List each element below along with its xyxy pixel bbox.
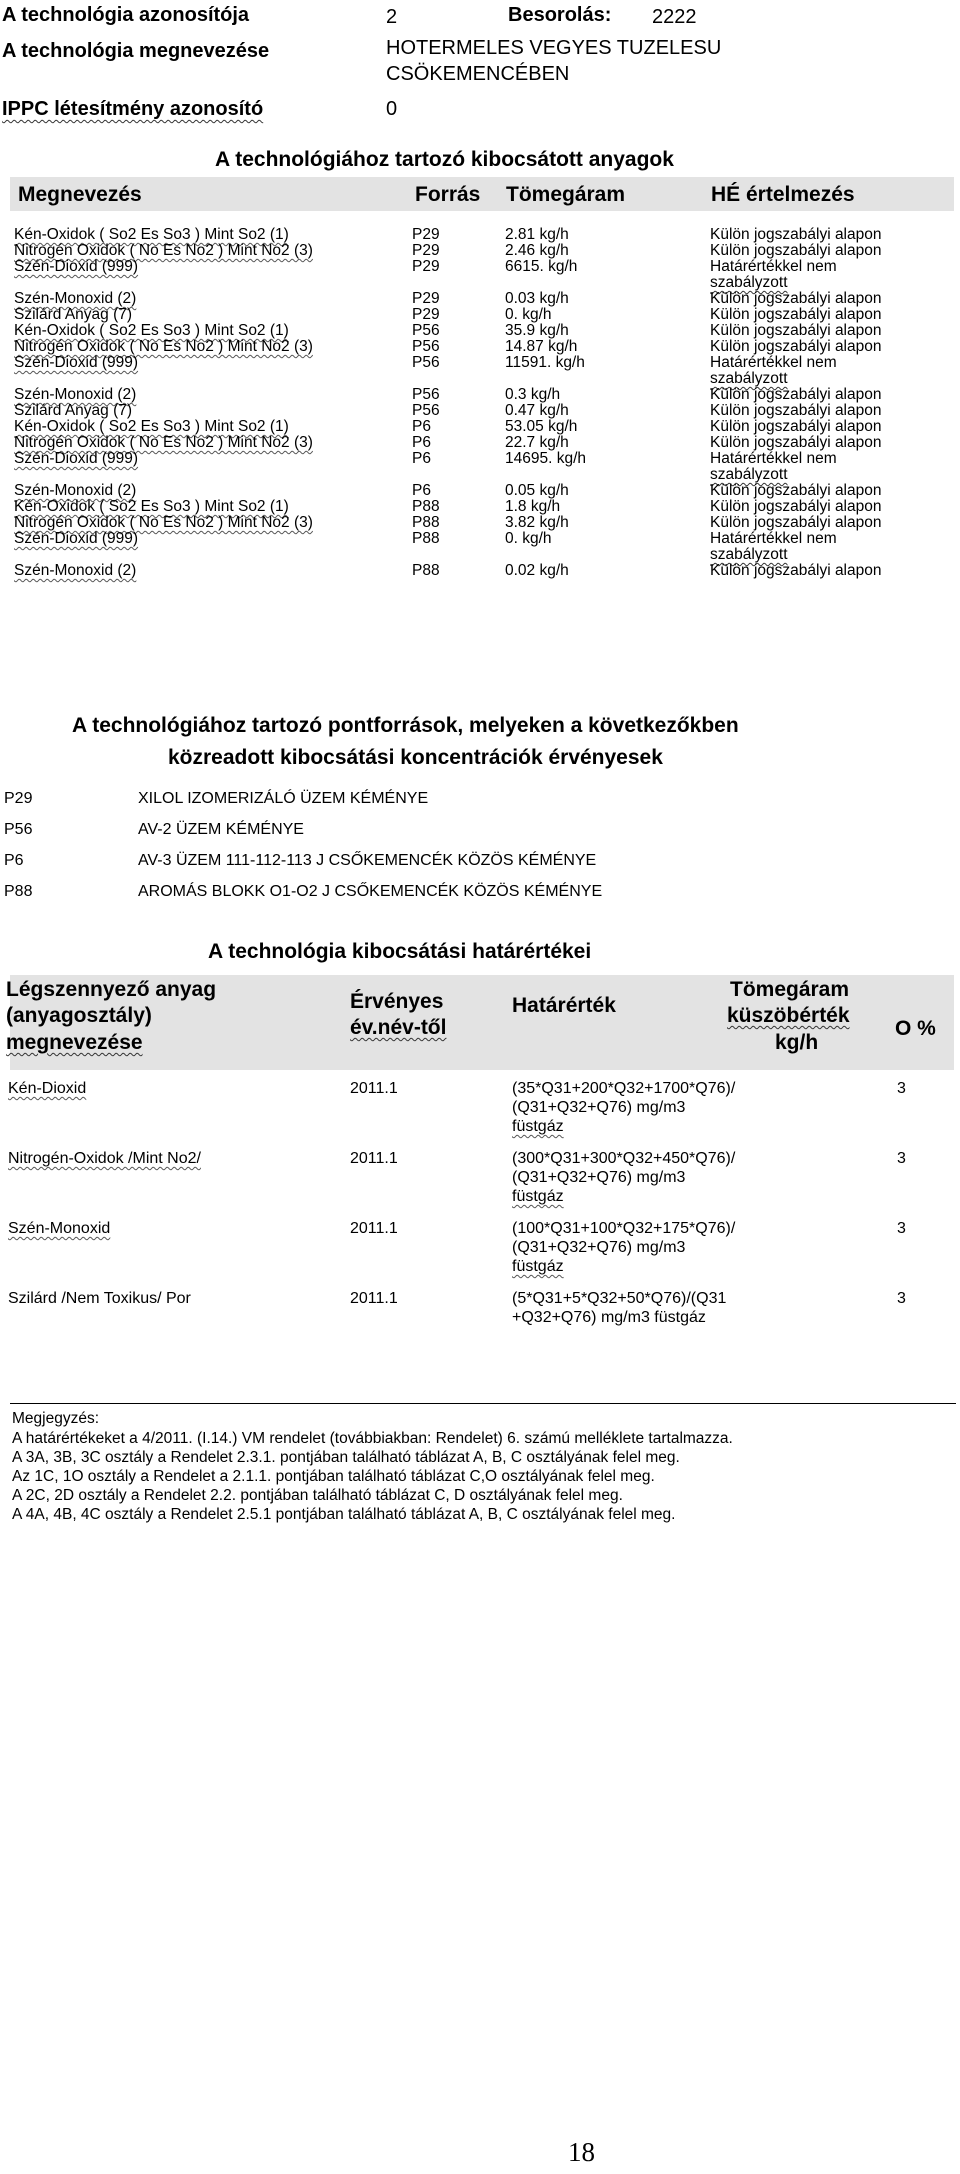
ippc-value: 0 xyxy=(386,98,398,120)
mass-flow: 0. kg/h xyxy=(505,530,552,547)
col-valid-1: Érvényes xyxy=(350,990,444,1013)
col-pollutant-3: megnevezése xyxy=(6,1031,143,1054)
pollutant-name: Szén-Dioxid (999) xyxy=(14,530,139,547)
limit-o2-percent: 3 xyxy=(897,1150,906,1167)
source-code: P29 xyxy=(412,258,440,275)
pollutant-name: Szén-Dioxid (999) xyxy=(14,450,139,467)
col-o2: O % xyxy=(895,1017,936,1040)
col-he-header: HÉ értelmezés xyxy=(711,183,855,206)
limit-interpretation: Határértékkel nem xyxy=(710,450,837,467)
limits-title: A technológia kibocsátási határértékei xyxy=(208,940,592,963)
col-valid-2: év.név-től xyxy=(350,1016,447,1039)
col-threshold-1: Tömegáram xyxy=(730,978,850,1001)
pollutant-name: Kén-Oxidok ( So2 Es So3 ) Mint So2 (1) xyxy=(14,322,289,339)
limit-interpretation: Külön jogszabályi alapon xyxy=(710,482,882,499)
pollutant-name: Szén-Dioxid (999) xyxy=(14,258,139,275)
limit-o2-percent: 3 xyxy=(897,1290,906,1307)
mass-flow: 22.7 kg/h xyxy=(505,434,569,451)
pollutant-name: Szén-Monoxid (2) xyxy=(14,562,137,579)
source-code: P88 xyxy=(412,530,440,547)
point-source-description: XILOL IZOMERIZÁLÓ ÜZEM KÉMÉNYE xyxy=(138,790,429,807)
source-code: P29 xyxy=(412,306,440,323)
pollutant-name: Nitrogén Oxidok ( No Es No2 ) Mint No2 (3) xyxy=(14,338,313,355)
source-code: P56 xyxy=(412,338,440,355)
col-name-header: Megnevezés xyxy=(18,183,142,206)
emissions-title: A technológiához tartozó kibocsátott anyagok xyxy=(215,148,674,171)
tech-id-label: A technológia azonosítója xyxy=(2,4,250,26)
limit-interpretation: Külön jogszabályi alapon xyxy=(710,514,882,531)
page-number: 18 xyxy=(568,2137,595,2167)
note-line: A 3A, 3B, 3C osztály a Rendelet 2.3.1. pontjában található táblázat A, B, C osztályának felel meg. xyxy=(12,1449,680,1466)
point-source-code: P6 xyxy=(4,852,24,869)
limit-valid-from: 2011.1 xyxy=(350,1220,398,1237)
pollutant-name: Szilárd Anyag (7) xyxy=(14,402,133,419)
ippc-label: IPPC létesítmény azonosító xyxy=(2,98,264,120)
limit-formula-2: (Q31+Q32+Q76) mg/m3 xyxy=(512,1169,686,1186)
limit-pollutant: Kén-Dioxid xyxy=(8,1080,87,1097)
class-label: Besorolás: xyxy=(508,4,612,26)
source-code: P29 xyxy=(412,226,440,243)
source-code: P56 xyxy=(412,354,440,371)
pollutant-name: Szén-Monoxid (2) xyxy=(14,290,137,307)
limit-valid-from: 2011.1 xyxy=(350,1080,398,1097)
limit-interpretation: Külön jogszabályi alapon xyxy=(710,226,882,243)
source-code: P56 xyxy=(412,322,440,339)
point-source-description: AV-2 ÜZEM KÉMÉNYE xyxy=(138,821,304,838)
note-line: A 4A, 4B, 4C osztály a Rendelet 2.5.1 pontjában található táblázat A, B, C osztályának felel meg. xyxy=(12,1506,676,1523)
limit-interpretation: Külön jogszabályi alapon xyxy=(710,338,882,355)
limit-formula-3: füstgáz xyxy=(512,1258,564,1275)
source-code: P56 xyxy=(412,386,440,403)
source-code: P29 xyxy=(412,242,440,259)
limit-interpretation: Külön jogszabályi alapon xyxy=(710,386,882,403)
limit-interpretation-cont: szabályzott xyxy=(710,370,788,387)
tech-name-value-2: CSÖKEMENCÉBEN xyxy=(386,63,570,85)
mass-flow: 11591. kg/h xyxy=(505,354,585,371)
limit-pollutant: Nitrogén-Oxidok /Mint No2/ xyxy=(8,1150,201,1167)
point-sources-title-2: közreadott kibocsátási koncentrációk érvényesek xyxy=(168,746,663,769)
limit-interpretation: Határértékkel nem xyxy=(710,354,837,371)
limit-interpretation: Külön jogszabályi alapon xyxy=(710,242,882,259)
limit-interpretation-cont: szabályzott xyxy=(710,274,788,291)
pollutant-name: Szén-Monoxid (2) xyxy=(14,386,137,403)
limit-interpretation: Külön jogszabályi alapon xyxy=(710,434,882,451)
limit-formula-3: füstgáz xyxy=(512,1188,564,1205)
point-sources-title-1: A technológiához tartozó pontforrások, melyeken a következőkben xyxy=(72,714,739,737)
col-source-header: Forrás xyxy=(415,183,481,206)
col-threshold-2: küszöbérték xyxy=(727,1004,850,1027)
limit-interpretation: Külön jogszabályi alapon xyxy=(710,290,882,307)
pollutant-name: Nitrogén Oxidok ( No Es No2 ) Mint No2 (3) xyxy=(14,514,313,531)
point-source-code: P56 xyxy=(4,821,33,838)
mass-flow: 14.87 kg/h xyxy=(505,338,578,355)
col-limit: Határérték xyxy=(512,994,616,1017)
source-code: P6 xyxy=(412,482,431,499)
note-line: Az 1C, 1O osztály a Rendelet a 2.1.1. pontjában található táblázat C,O osztályának felel meg. xyxy=(12,1468,655,1485)
limit-o2-percent: 3 xyxy=(897,1080,906,1097)
limit-formula-2: +Q32+Q76) mg/m3 füstgáz xyxy=(512,1309,706,1326)
limit-interpretation-cont: szabályzott xyxy=(710,466,788,483)
mass-flow: 2.46 kg/h xyxy=(505,242,569,259)
limit-interpretation: Határértékkel nem xyxy=(710,258,837,275)
col-threshold-3: kg/h xyxy=(775,1031,819,1054)
source-code: P6 xyxy=(412,450,431,467)
mass-flow: 0. kg/h xyxy=(505,306,552,323)
pollutant-name: Szilárd Anyag (7) xyxy=(14,306,133,323)
limit-formula-1: (5*Q31+5*Q32+50*Q76)/(Q31 xyxy=(512,1290,727,1307)
pollutant-name: Kén-Oxidok ( So2 Es So3 ) Mint So2 (1) xyxy=(14,226,289,243)
pollutant-name: Szén-Dioxid (999) xyxy=(14,354,139,371)
limit-pollutant: Szén-Monoxid xyxy=(8,1220,111,1237)
source-code: P88 xyxy=(412,562,440,579)
limit-valid-from: 2011.1 xyxy=(350,1290,398,1307)
limit-interpretation: Külön jogszabályi alapon xyxy=(710,498,882,515)
limit-interpretation: Határértékkel nem xyxy=(710,530,837,547)
mass-flow: 1.8 kg/h xyxy=(505,498,561,515)
limit-pollutant: Szilárd /Nem Toxikus/ Por xyxy=(8,1290,191,1307)
mass-flow: 3.82 kg/h xyxy=(505,514,569,531)
source-code: P6 xyxy=(412,434,431,451)
limit-interpretation-cont: szabályzott xyxy=(710,546,788,563)
source-code: P88 xyxy=(412,514,440,531)
source-code: P56 xyxy=(412,402,440,419)
limit-interpretation: Külön jogszabályi alapon xyxy=(710,322,882,339)
mass-flow: 0.47 kg/h xyxy=(505,402,569,419)
class-value: 2222 xyxy=(652,6,697,28)
tech-id-value: 2 xyxy=(386,6,398,28)
col-flow-header: Tömegáram xyxy=(506,183,626,206)
point-source-code: P29 xyxy=(4,790,33,807)
point-source-description: AV-3 ÜZEM 111-112-113 J CSŐKEMENCÉK KÖZÖS KÉMÉNYE xyxy=(138,852,597,869)
source-code: P6 xyxy=(412,418,431,435)
note-line: A határértékeket a 4/2011. (I.14.) VM rendelet (továbbiakban: Rendelet) 6. számú melléklete tartalmazza. xyxy=(12,1430,733,1447)
point-source-description: AROMÁS BLOKK O1-O2 J CSŐKEMENCÉK KÖZÖS KÉMÉNYE xyxy=(138,883,603,900)
pollutant-name: Kén-Oxidok ( So2 Es So3 ) Mint So2 (1) xyxy=(14,418,289,435)
pollutant-name: Nitrogén Oxidok ( No Es No2 ) Mint No2 (3) xyxy=(14,242,313,259)
mass-flow: 0.05 kg/h xyxy=(505,482,569,499)
point-source-code: P88 xyxy=(4,883,33,900)
limit-valid-from: 2011.1 xyxy=(350,1150,398,1167)
source-code: P88 xyxy=(412,498,440,515)
mass-flow: 2.81 kg/h xyxy=(505,226,569,243)
mass-flow: 0.02 kg/h xyxy=(505,562,569,579)
tech-name-value-1: HOTERMELES VEGYES TUZELESU xyxy=(386,37,722,59)
limit-interpretation: Külön jogszabályi alapon xyxy=(710,306,882,323)
mass-flow: 35.9 kg/h xyxy=(505,322,569,339)
limit-formula-3: füstgáz xyxy=(512,1118,564,1135)
limit-formula-2: (Q31+Q32+Q76) mg/m3 xyxy=(512,1099,686,1116)
limit-formula-2: (Q31+Q32+Q76) mg/m3 xyxy=(512,1239,686,1256)
limit-interpretation: Külön jogszabályi alapon xyxy=(710,562,882,579)
tech-name-label: A technológia megnevezése xyxy=(2,40,270,62)
col-pollutant-2: (anyagosztály) xyxy=(6,1004,152,1027)
col-pollutant-1: Légszennyező anyag xyxy=(6,978,217,1001)
pollutant-name: Nitrogén Oxidok ( No Es No2 ) Mint No2 (3) xyxy=(14,434,313,451)
limit-interpretation: Külön jogszabályi alapon xyxy=(710,418,882,435)
mass-flow: 14695. kg/h xyxy=(505,450,587,467)
source-code: P29 xyxy=(412,290,440,307)
notes-divider xyxy=(10,1403,956,1404)
note-line: A 2C, 2D osztály a Rendelet 2.2. pontjában található táblázat C, D osztályának felel meg. xyxy=(12,1487,623,1504)
mass-flow: 0.03 kg/h xyxy=(505,290,569,307)
limit-interpretation: Külön jogszabályi alapon xyxy=(710,402,882,419)
pollutant-name: Kén-Oxidok ( So2 Es So3 ) Mint So2 (1) xyxy=(14,498,289,515)
mass-flow: 6615. kg/h xyxy=(505,258,578,275)
limit-formula-1: (100*Q31+100*Q32+175*Q76)/ xyxy=(512,1220,736,1237)
mass-flow: 0.3 kg/h xyxy=(505,386,561,403)
pollutant-name: Szén-Monoxid (2) xyxy=(14,482,137,499)
limit-formula-1: (35*Q31+200*Q32+1700*Q76)/ xyxy=(512,1080,736,1097)
notes-heading: Megjegyzés: xyxy=(12,1410,100,1427)
limit-formula-1: (300*Q31+300*Q32+450*Q76)/ xyxy=(512,1150,736,1167)
limit-o2-percent: 3 xyxy=(897,1220,906,1237)
mass-flow: 53.05 kg/h xyxy=(505,418,578,435)
